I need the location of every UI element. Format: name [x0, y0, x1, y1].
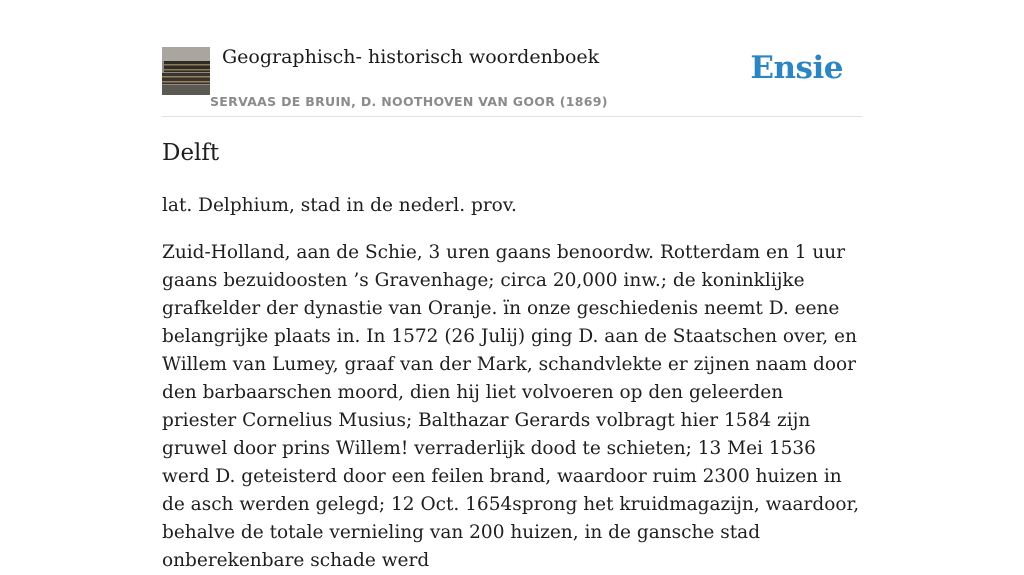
entry-paragraph: lat. Delphium, stad in de nederl. prov. — [162, 195, 517, 216]
book-title[interactable]: Geographisch- historisch woordenboek — [222, 46, 600, 68]
entry-title: Delft — [162, 140, 220, 166]
book-cover-icon[interactable] — [162, 47, 210, 95]
page — [162, 0, 862, 571]
ensie-logo[interactable]: Ensie — [750, 50, 843, 86]
entry-paragraph: Zuid-Holland, aan de Schie, 3 uren gaans benoordw. Rotterdam en 1 uur gaans bezuidoosten ’s Gravenhage; circa 20,000 inw.; de koninklijke grafkelder der dynastie van Oranje. ïn onze geschiedenis neemt D. eene belangrijke plaats in. In 1572 (26 Julij) ging D. aan de Staatschen over, en Willem van Lumey, graaf van der Mark, schandvlekte er zijnen naam door den barbaarschen moord, dien hij liet volvoeren op den geleerden priester Cornelius Musius; Balthazar Gerards volbragt hier 1584 zijn gruwel door prins Willem! verraderlijk dood te schieten; 13 Mei 1536 werd D. geteisterd door een feilen brand, waardoor ruim 2300 huizen in de asch werden gelegd; 12 Oct. 1654sprong het kruidmagazijn, waardoor, behalve de totale vernieling van 200 huizen, in de gansche stad onberekenbare schade werd — [162, 242, 860, 571]
book-authors: SERVAAS DE BRUIN, D. NOOTHOVEN VAN GOOR (1869) — [210, 94, 608, 109]
book-header — [162, 0, 862, 117]
